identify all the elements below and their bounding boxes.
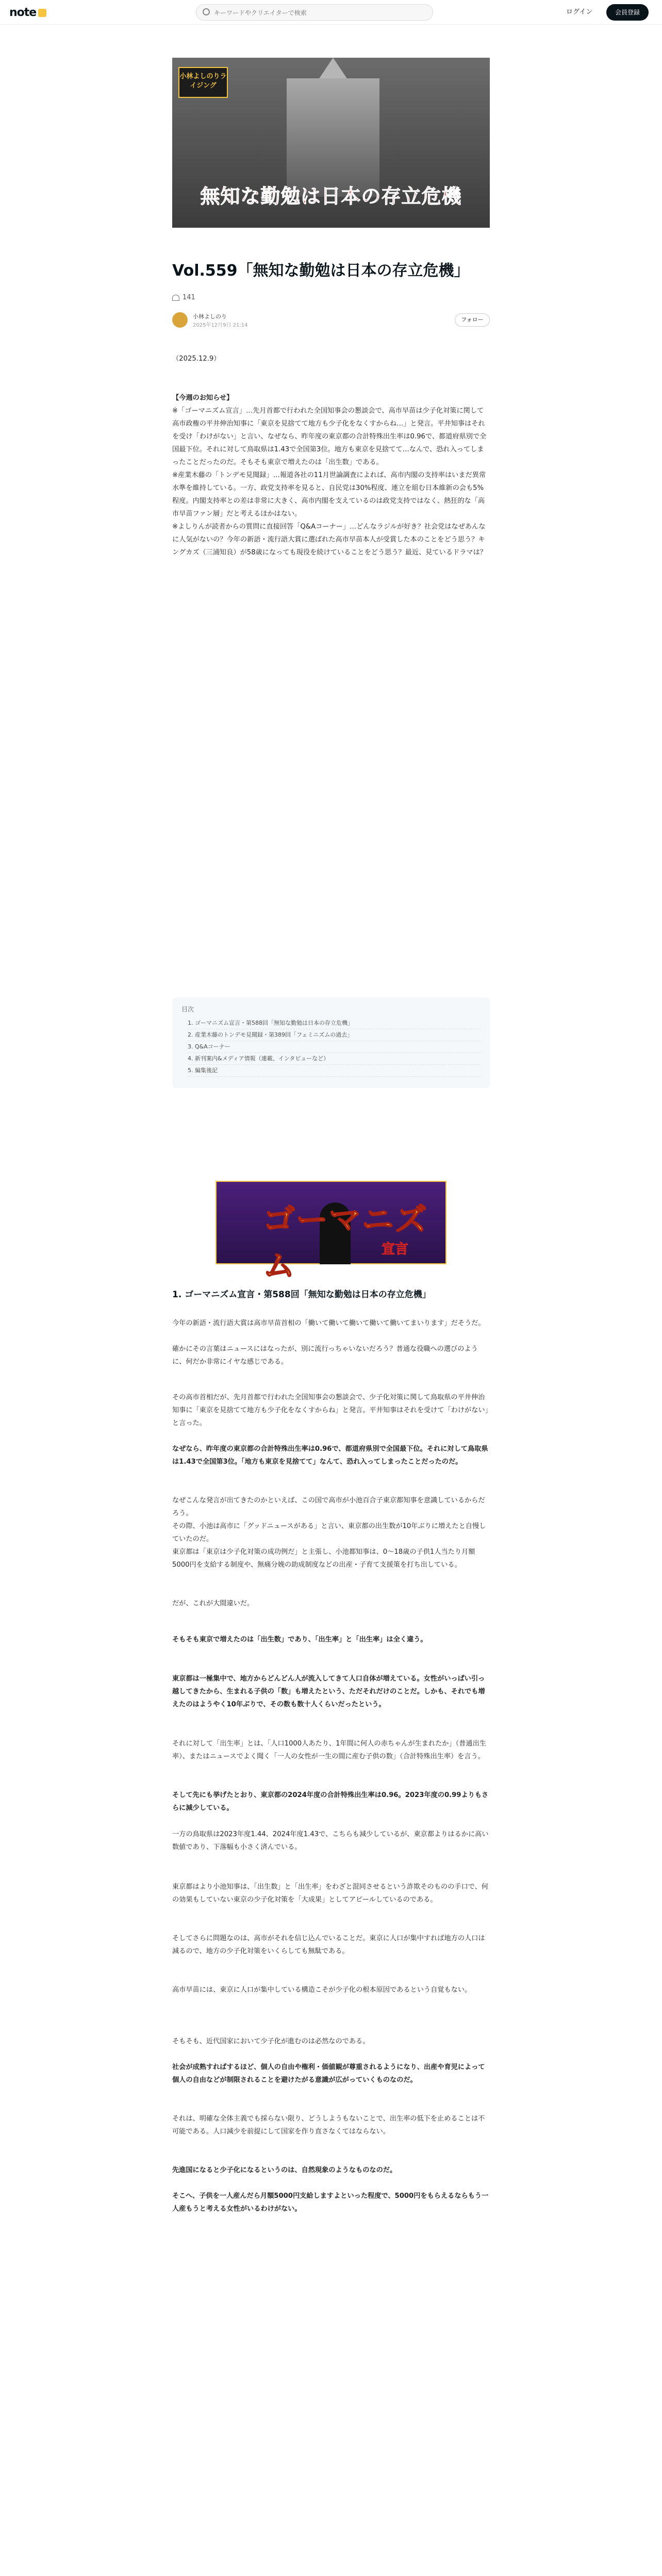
notice-block: [172, 392, 490, 559]
post-date: 2025年12月9日 21:14: [193, 323, 248, 328]
body-paragraph: その高市首相だが、先月首都で行われた全国知事会の懇談会で、少子化対策に関して鳥取県の平井伸治知事に「東京を見捨てて地方も少子化をなくすからね」と発言。平井知事はそれを受けて「わけがない」と言った。: [172, 1394, 489, 1427]
body-paragraph: 高市早苗には、東京に人口が集中している構造こそが少子化の根本原因であるという自覚もない。: [172, 1986, 472, 1994]
body-paragraph: 先進国になると少子化になるというのは、自然現象のようなものなのだ。: [172, 2166, 397, 2174]
search-box[interactable]: [196, 4, 433, 21]
follow-button[interactable]: フォロー: [455, 313, 490, 327]
notice-paragraph: ※よしりんが読者からの質問に直接回答「Q&Aコーナー」…どんなラジルが好き？社会党はなぜあんなに人気がないの？今年の新語・流行語大賞に選ばれた高市早苗本人が受賞した本のことをどう思う？キングカズ（三浦知良）が58歳になっても現役を続けていることをどう思う？最近、見ているドラマは？: [172, 523, 487, 556]
article-title: Vol.559「無知な勤勉は日本の存立危機」: [172, 262, 470, 280]
gomanism-banner: [216, 1181, 446, 1284]
paywall-fade: [172, 2524, 490, 2576]
author-name[interactable]: 小林よしのり: [193, 313, 227, 320]
author-row: [172, 311, 490, 330]
toc-item[interactable]: 5. 編集後記: [188, 1065, 481, 1077]
body-paragraph: それに対して「出生率」とは、「人口1000人あたり、1年間に何人の赤ちゃんが生まれたか」（普通出生率）、またはニュースでよく聞く「一人の女性が一生の間に産む子供の数」（合計特殊出生率）を言う。: [172, 1740, 486, 1760]
logo-icon: [38, 9, 46, 17]
like-value: 141: [183, 294, 195, 301]
body-paragraph: そもそも東京で増えたのは「出生数」であり、「出生率」と「出生率」は全く違う。: [172, 1636, 427, 1643]
register-button[interactable]: 会員登録: [606, 4, 649, 21]
toc-item[interactable]: 2. 産業木藤のトンデモ見聞録・第389回「フェミニズムの過去」: [188, 1029, 481, 1041]
body-paragraph: 確かにその言葉はニュースにはなったが、別に流行っちゃいないだろう？普通な役職への選びのように、何だか非常にイヤな感じである。: [172, 1345, 478, 1366]
body-paragraph: 東京都は一極集中で、地方からどんどん人が流入してきて人口自体が増えている。女性がいっぱい引っ越してきたから、生まれる子供の「数」も増えたという、ただそれだけのことだ。しかも、それでも増えたのはようやく10年ぶりで、その数も数十人くらいだったという。: [172, 1675, 485, 1708]
banner-subtitle: 宣言: [382, 1242, 409, 1257]
notice-paragraph: ※産業木藤の「トンデモ見聞録」…報道各社の11月世論調査によれば、高市内閣の支持率はいまだ異常水準を維持している。一方、政党支持率を見ると、自民党は30%程度、連立を組む日本維新の会も5%程度。内閣支持率との差は非常に大きく、高市内閣を支えているのは政党支持ではなく、熱狂的な「高市早苗ファン層」だと考えるほかはない。: [172, 471, 486, 518]
body-paragraph: そこへ、子供を一人産んだら月額5000円支給しますよといった程度で、5000円をもらえるならもう一人産もうと考える女性がいるわけがない。: [172, 2192, 489, 2213]
note-logo[interactable]: [9, 6, 46, 19]
body-paragraph: だが、これが大間違いだ。: [172, 1600, 254, 1607]
table-of-contents: [172, 997, 490, 1088]
like-count[interactable]: [172, 294, 195, 301]
body-paragraph: 東京都はより小池知事は、「出生数」と「出生率」をわざと混同させるという詐欺そのものの手口で、何の効果もしていない東京の少子化対策を「大成果」としてアピールしているのである。: [172, 1883, 488, 1904]
body-paragraph: 社会が成熟すればするほど、個人の自由や権利・価値観が尊重されるようになり、出産や育児によって個人の自由などが制限されることを避けたがる意識が広がっていくものなのだ。: [172, 2063, 485, 2084]
body-paragraph: 今年の新語・流行語大賞は高市早苗首相の「働いて働いて働いて働いて働いてまいります」だそうだ。: [172, 1319, 485, 1327]
section-heading: 1. ゴーマニズム宣言・第588回「無知な勤勉は日本の存立危機」: [172, 1290, 431, 1300]
logo-text: note: [9, 6, 37, 19]
hero-tag: 小林よしのりライジング: [178, 67, 228, 98]
toc-heading[interactable]: 目次: [181, 1006, 194, 1013]
search-input[interactable]: [214, 8, 425, 18]
banner-title: ゴーマニズム: [263, 1201, 428, 1284]
body-paragraph: そしてさらに問題なのは、高市がそれを信じ込んでいることだ。東京に人口が集中すれば地方の人口は減るので、地方の少子化対策をいくらしても無駄である。: [172, 1935, 485, 1955]
hero-image: [172, 58, 490, 228]
body-paragraph: なぜこんな発言が出てきたのかといえば、この国で高市が小池百合子東京都知事を意識しているからだろう。: [172, 1497, 485, 1517]
toc-item[interactable]: 3. Q&Aコーナー: [188, 1041, 481, 1053]
body-paragraph: 一方の鳥取県は2023年度1.44、2024年度1.43で、こちらも減少しているが、東京都よりはるかに高い数値であり、下落幅も小さく済んでいる。: [172, 1831, 489, 1851]
search-icon: [203, 8, 210, 15]
heart-icon: [172, 295, 179, 301]
avatar[interactable]: [172, 312, 188, 328]
toc-item[interactable]: 4. 新刊案内&メディア情報（連載、インタビューなど）: [188, 1053, 481, 1065]
notice-heading: 【今週のお知らせ】: [172, 394, 234, 402]
body-paragraph: その際、小池は高市に「グッドニュースがある」と言い、東京都の出生数が10年ぶりに増えたと自慢していたのだ。: [172, 1522, 486, 1543]
issue-date: （2025.12.9）: [172, 355, 221, 363]
body-paragraph: そして先にも挙げたとおり、東京都の2024年度の合計特殊出生率は0.96。2023年度の0.99よりもさらに減少している。: [172, 1791, 489, 1812]
body-paragraph: それは、明確な全体主義でも採らない限り、どうしようもないことで、出生率の低下を止めることは不可能である。人口減少を前提にして国家を作り直さなくてはならない。: [172, 2115, 485, 2136]
notice-paragraph: ※「ゴーマニズム宣言」…先月首都で行われた全国知事会の懇談会で、高市早苗は少子化対策に関して高市政権の平井伸治知事に「東京を見捨てて地方も少子化をなくすからね…」と発言。平井知事はそれを受け「わけがない」と言い、なぜなら、昨年度の東京都の合計特殊出生率は0.96で、都道府県別で全国最下位。それに対して鳥取県は1.43で全国第3位。地方も東京を見捨てて…なんで、恐れ入ってしまったことだったのだ。そもそも東京で増えたのは「出生数」である。: [172, 407, 487, 466]
top-bar: [0, 0, 662, 25]
diet-building: [287, 78, 379, 197]
hero-headline: 無知な勤勉は日本の存立危機: [200, 185, 462, 208]
body-paragraph: 東京都は「東京は少子化対策の成功例だ」と主張し、小池都知事は、0〜18歳の子供1人当たり月額5000円を支給する制度や、無痛分娩の助成制度などの出産・子育て支援策を打ち出している。: [172, 1548, 475, 1569]
toc-item[interactable]: 1. ゴーマニズム宣言・第588回「無知な勤勉は日本の存立危機」: [188, 1018, 481, 1029]
body-paragraph: なぜなら、昨年度の東京都の合計特殊出生率は0.96で、都道府県別で全国最下位。それに対して鳥取県は1.43で全国第3位。「地方も東京を見捨てて」なんて、恐れ入ってしまったことだったのだ。: [172, 1445, 488, 1466]
body-paragraph: そもそも、近代国家において少子化が進むのは必然なのである。: [172, 2038, 370, 2045]
login-link[interactable]: ログイン: [566, 8, 593, 16]
